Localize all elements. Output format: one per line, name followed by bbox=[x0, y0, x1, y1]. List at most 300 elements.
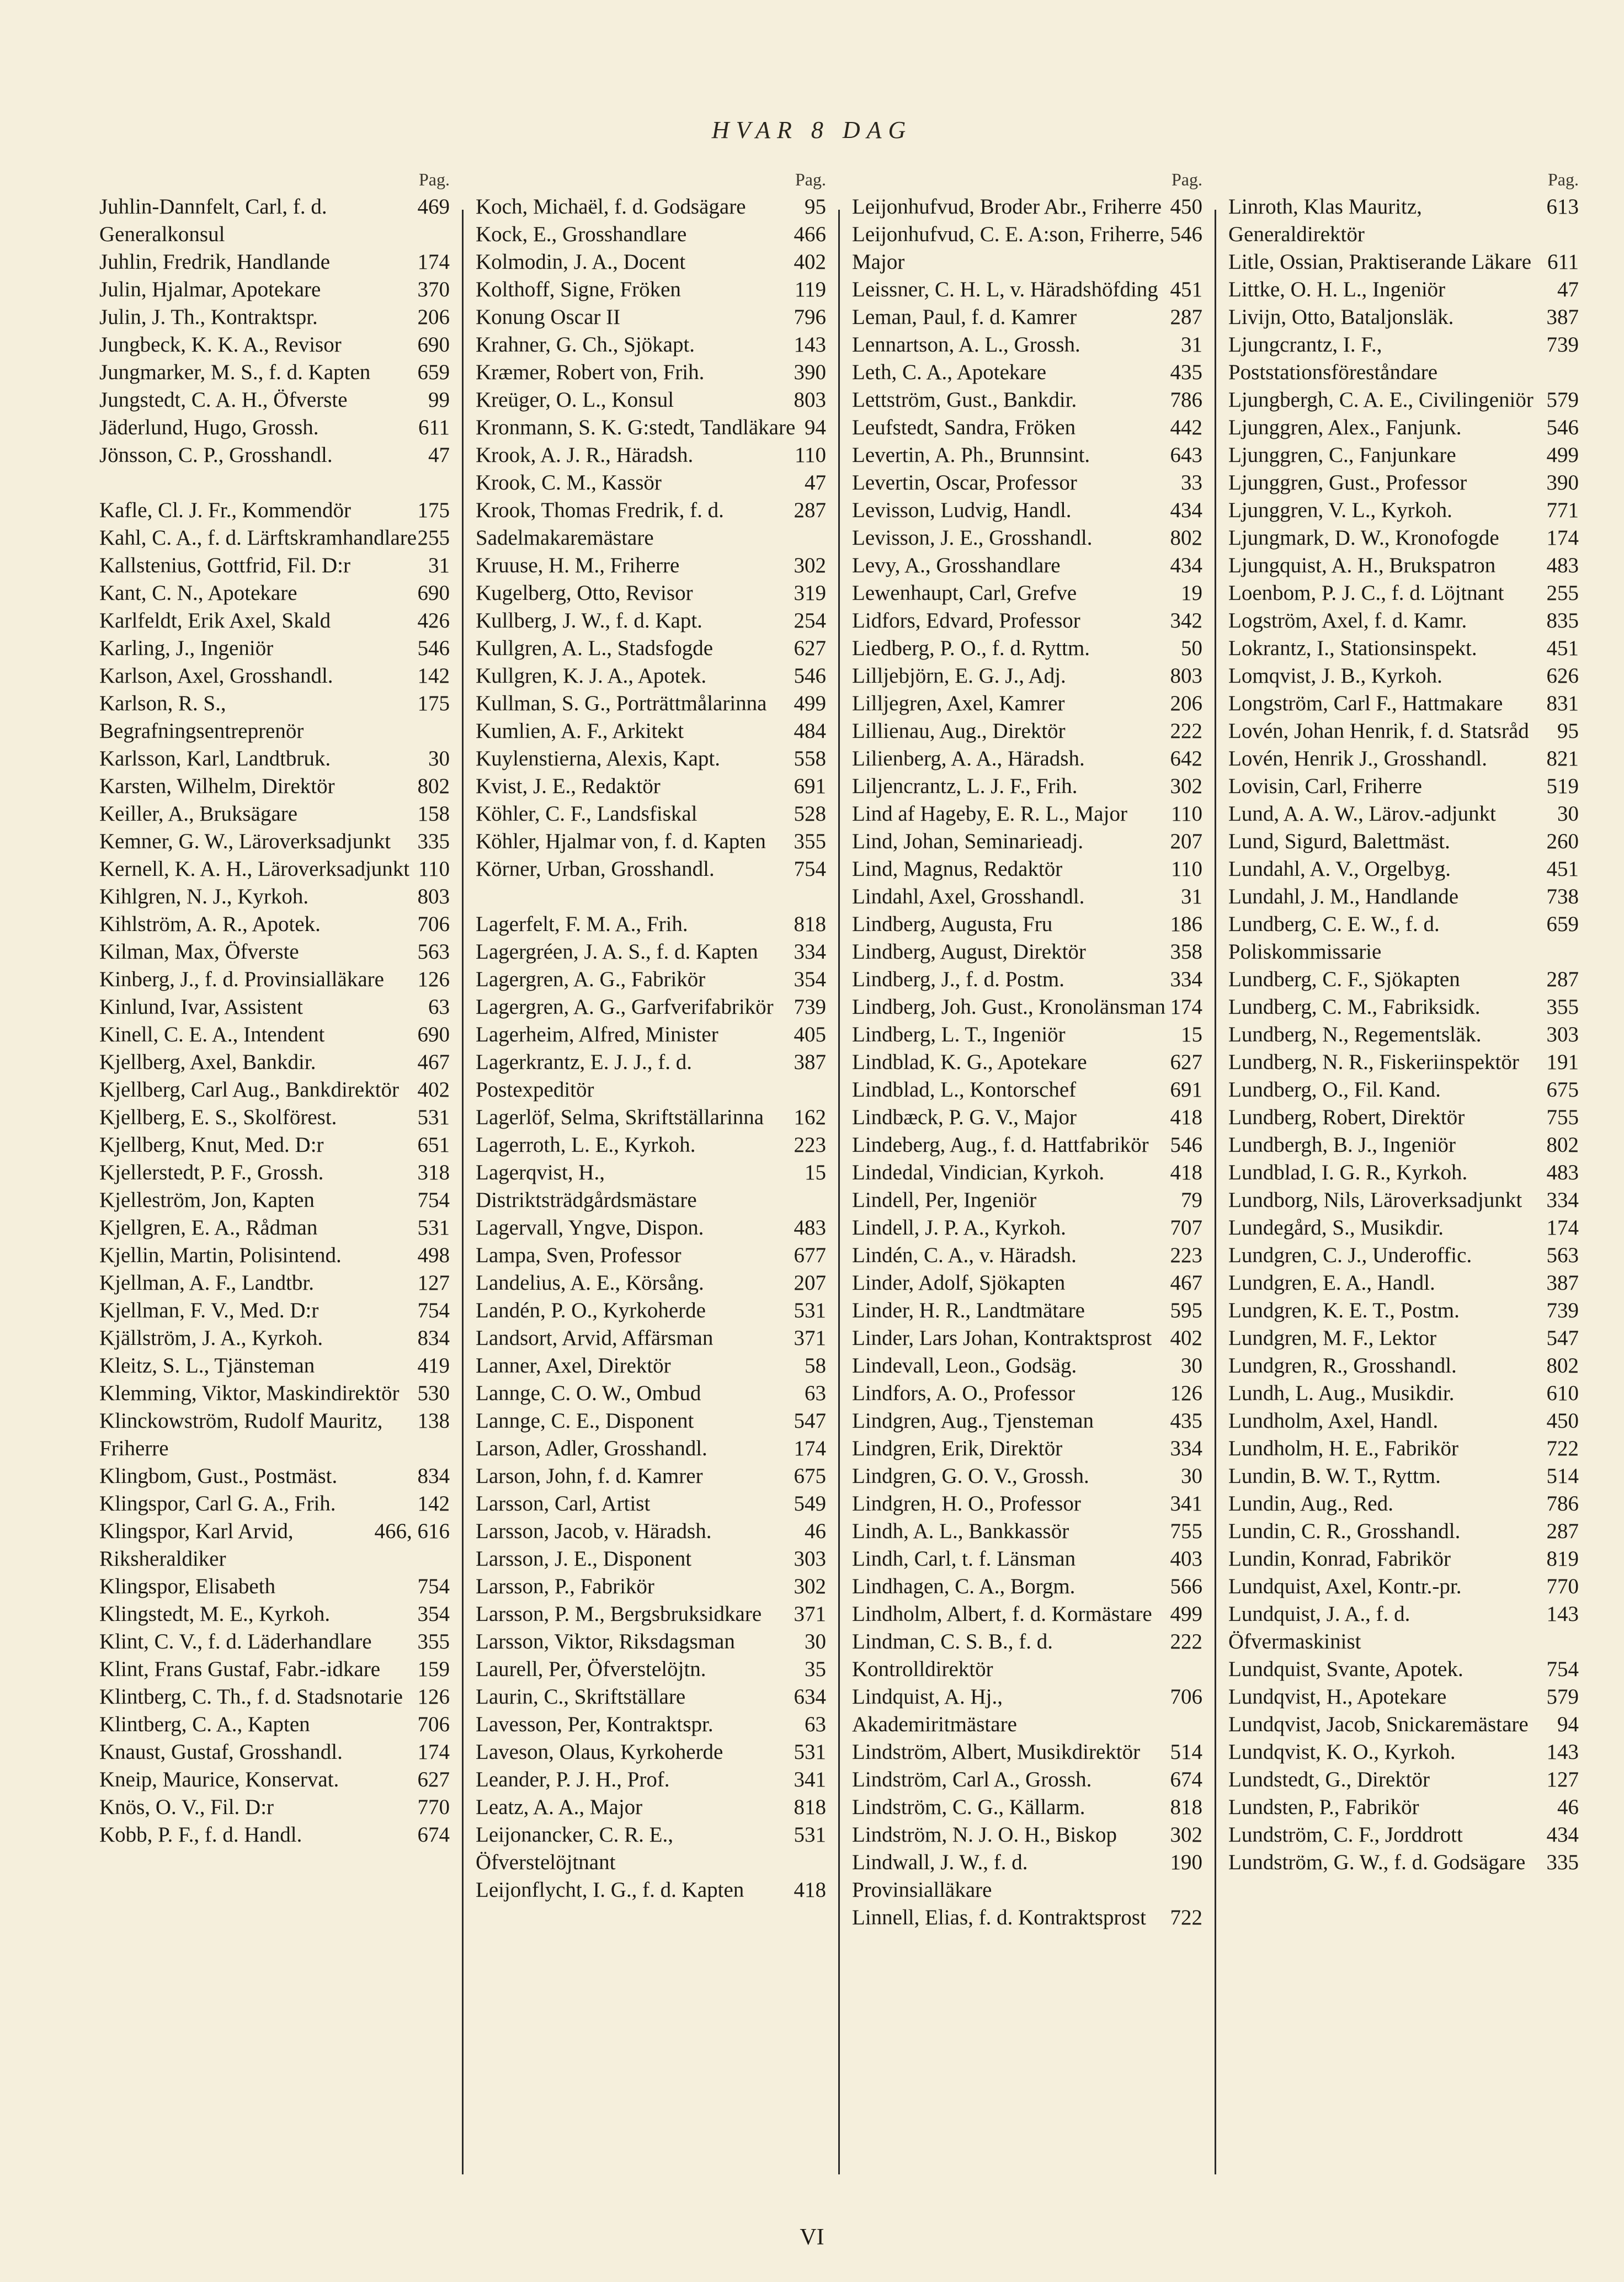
entry-page-ref: 355 bbox=[794, 829, 826, 853]
index-entry bbox=[476, 1711, 826, 1738]
index-entry bbox=[852, 690, 1202, 717]
index-entry bbox=[852, 773, 1202, 800]
entry-name: Leissner, C. H. L, v. Häradshöfding bbox=[852, 278, 1158, 301]
entry-name: Jungmarker, M. S., f. d. Kapten bbox=[99, 360, 371, 384]
entry-name: Lind af Hageby, E. R. L., Major bbox=[852, 802, 1127, 826]
entry-name: Ljunggren, Gust., Professor bbox=[1228, 471, 1467, 494]
entry-page-ref: 15 bbox=[1181, 1023, 1202, 1046]
entry-name: Ljungquist, A. H., Brukspatron bbox=[1228, 554, 1496, 577]
entry-page-ref: 579 bbox=[1546, 1685, 1579, 1709]
index-entry bbox=[476, 1738, 826, 1766]
index-entry bbox=[1228, 1214, 1579, 1242]
entry-page-ref: 142 bbox=[417, 1492, 450, 1515]
entry-page-ref: 754 bbox=[417, 1299, 450, 1322]
index-entry bbox=[99, 607, 450, 635]
entry-name: Leatz, A. A., Major bbox=[476, 1795, 643, 1819]
entry-page-ref: 831 bbox=[1546, 691, 1579, 715]
index-entry bbox=[99, 1573, 450, 1600]
entry-page-ref: 627 bbox=[417, 1768, 450, 1791]
index-entry bbox=[476, 1683, 826, 1711]
entry-page-ref: 174 bbox=[794, 1437, 826, 1460]
entry-page-ref: 643 bbox=[1170, 443, 1202, 467]
entry-page-ref: 15 bbox=[805, 1161, 826, 1184]
entry-name: Karlsson, Karl, Landtbruk. bbox=[99, 747, 331, 770]
entry-page-ref: 435 bbox=[1170, 360, 1202, 384]
entry-name: Ljunggren, C., Fanjunkare bbox=[1228, 443, 1456, 467]
entry-page-ref: 706 bbox=[417, 1712, 450, 1736]
entry-name: Lindblad, L., Kontorschef bbox=[852, 1078, 1077, 1102]
index-entry bbox=[476, 1214, 826, 1242]
entry-page-ref: 796 bbox=[794, 305, 826, 329]
entry-page-ref: 834 bbox=[417, 1464, 450, 1488]
entry-name: Lindberg, Augusta, Fru bbox=[852, 912, 1053, 936]
index-entry bbox=[99, 1766, 450, 1794]
entry-name: Lettström, Gust., Bankdir. bbox=[852, 388, 1077, 412]
entry-page-ref: 206 bbox=[1170, 691, 1202, 715]
entry-name: Kronmann, S. K. G:stedt, Tandläkare bbox=[476, 416, 796, 439]
index-entry bbox=[476, 579, 826, 607]
index-entry bbox=[852, 1628, 1202, 1683]
entry-name: Lundberg, O., Fil. Kand. bbox=[1228, 1078, 1441, 1102]
entry-name: Ljungbergh, C. A. E., Civilingeniör bbox=[1228, 388, 1534, 412]
index-entry bbox=[1228, 276, 1579, 304]
entry-page-ref: 342 bbox=[1170, 609, 1202, 632]
index-entry bbox=[852, 359, 1202, 386]
entry-page-ref: 434 bbox=[1170, 554, 1202, 577]
entry-page-ref: 370 bbox=[417, 278, 450, 301]
index-entry bbox=[476, 1490, 826, 1518]
entry-name: Larsson, Jacob, v. Häradsh. bbox=[476, 1519, 712, 1543]
entry-page-ref: 484 bbox=[794, 719, 826, 743]
index-entry bbox=[99, 414, 450, 441]
entry-page-ref: 355 bbox=[417, 1630, 450, 1653]
entry-page-ref: 514 bbox=[1546, 1464, 1579, 1488]
index-entry bbox=[1228, 1104, 1579, 1131]
entry-page-ref: 30 bbox=[1557, 802, 1579, 826]
entry-page-ref: 354 bbox=[417, 1602, 450, 1626]
entry-name: Lindh, A. L., Bankkassör bbox=[852, 1519, 1069, 1543]
index-entry bbox=[1228, 193, 1579, 248]
entry-name: Litle, Ossian, Praktiserande Läkare bbox=[1228, 250, 1532, 274]
entry-page-ref: 467 bbox=[417, 1050, 450, 1074]
entry-page-ref: 546 bbox=[1546, 416, 1579, 439]
entry-page-ref: 499 bbox=[794, 691, 826, 715]
entry-name: Lindblad, K. G., Apotekare bbox=[852, 1050, 1087, 1074]
index-entry bbox=[852, 800, 1202, 828]
entry-page-ref: 30 bbox=[1181, 1354, 1202, 1377]
entry-page-ref: 334 bbox=[794, 940, 826, 964]
entry-page-ref: 302 bbox=[794, 554, 826, 577]
page-number: VI bbox=[800, 2225, 824, 2250]
entry-name: Lovén, Henrik J., Grosshandl. bbox=[1228, 747, 1488, 770]
entry-page-ref: 174 bbox=[1546, 1216, 1579, 1240]
index-entry bbox=[1228, 690, 1579, 717]
entry-page-ref: 390 bbox=[794, 360, 826, 384]
index-entry bbox=[1228, 800, 1579, 828]
index-entry bbox=[1228, 1076, 1579, 1104]
index-entry bbox=[99, 1490, 450, 1518]
entry-name: Lidfors, Edvard, Professor bbox=[852, 609, 1080, 632]
entry-page-ref: 334 bbox=[1170, 967, 1202, 991]
entry-name: Knös, O. V., Fil. D:r bbox=[99, 1795, 274, 1819]
entry-name: Lillienau, Aug., Direktör bbox=[852, 719, 1066, 743]
index-entry bbox=[476, 1876, 826, 1904]
entry-page-ref: 675 bbox=[794, 1464, 826, 1488]
entry-page-ref: 47 bbox=[805, 471, 826, 494]
index-entry bbox=[99, 1187, 450, 1214]
entry-name: Logström, Axel, f. d. Kamr. bbox=[1228, 609, 1467, 632]
entry-page-ref: 563 bbox=[1546, 1243, 1579, 1267]
entry-name: Kant, C. N., Apotekare bbox=[99, 581, 297, 605]
index-entry bbox=[476, 497, 826, 552]
entry-page-ref: 47 bbox=[1557, 278, 1579, 301]
index-entry bbox=[852, 1573, 1202, 1600]
index-entry bbox=[99, 1711, 450, 1738]
entry-page-ref: 547 bbox=[1546, 1326, 1579, 1350]
entry-page-ref: 19 bbox=[1181, 581, 1202, 605]
entry-name: Klint, C. V., f. d. Läderhandlare bbox=[99, 1630, 372, 1653]
entry-name: Klingspor, Elisabeth bbox=[99, 1574, 276, 1598]
entry-name: Lindberg, L. T., Ingeniör bbox=[852, 1023, 1066, 1046]
entry-name: Lindgren, Aug., Tjensteman bbox=[852, 1409, 1094, 1433]
index-entry bbox=[476, 911, 826, 938]
entry-name: Kinlund, Ivar, Assistent bbox=[99, 995, 303, 1019]
entry-name: Kobb, P. F., f. d. Handl. bbox=[99, 1823, 302, 1847]
index-entry bbox=[99, 276, 450, 304]
entry-page-ref: 499 bbox=[1546, 443, 1579, 467]
entry-page-ref: 613 bbox=[1546, 195, 1579, 219]
index-entry bbox=[1228, 855, 1579, 883]
entry-name: Kumlien, A. F., Arkitekt bbox=[476, 719, 684, 743]
entry-page-ref: 834 bbox=[417, 1326, 450, 1350]
index-entry bbox=[852, 1407, 1202, 1435]
entry-name: Lampa, Sven, Professor bbox=[476, 1243, 681, 1267]
entry-name: Lundborg, Nils, Läroverksadjunkt bbox=[1228, 1188, 1522, 1212]
entry-page-ref: 95 bbox=[805, 195, 826, 219]
entry-name: Karling, J., Ingeniör bbox=[99, 636, 274, 660]
index-entry bbox=[476, 717, 826, 745]
entry-page-ref: 483 bbox=[1546, 1161, 1579, 1184]
index-entry bbox=[852, 1049, 1202, 1076]
entry-name: Linder, H. R., Landtmätare bbox=[852, 1299, 1085, 1322]
index-column-1 bbox=[99, 166, 450, 2196]
entry-name: Landsort, Arvid, Affärsman bbox=[476, 1326, 714, 1350]
entry-page-ref: 58 bbox=[805, 1354, 826, 1377]
index-entry bbox=[852, 662, 1202, 690]
entry-page-ref: 334 bbox=[1170, 1437, 1202, 1460]
index-entry bbox=[99, 1159, 450, 1187]
index-entry bbox=[99, 883, 450, 911]
entry-name: Lanner, Axel, Direktör bbox=[476, 1354, 671, 1377]
entry-name: Lindberg, August, Direktör bbox=[852, 940, 1086, 964]
entry-name: Lind, Magnus, Redaktör bbox=[852, 857, 1063, 881]
entry-name: Kuylenstierna, Alexis, Kapt. bbox=[476, 747, 720, 770]
entry-page-ref: 651 bbox=[417, 1133, 450, 1157]
entry-page-ref: 802 bbox=[1546, 1354, 1579, 1377]
index-entry bbox=[476, 938, 826, 966]
entry-name: Laurin, C., Skriftställare bbox=[476, 1685, 686, 1709]
entry-name: Larsson, Carl, Artist bbox=[476, 1492, 651, 1515]
entry-name: Kjellerstedt, P. F., Grossh. bbox=[99, 1161, 324, 1184]
entry-page-ref: 499 bbox=[1170, 1602, 1202, 1626]
index-entry bbox=[852, 1794, 1202, 1821]
entry-name: Lannge, C. O. W., Ombud bbox=[476, 1381, 701, 1405]
entry-page-ref: 31 bbox=[428, 554, 450, 577]
entry-page-ref: 335 bbox=[417, 829, 450, 853]
entry-name: Levisson, Ludvig, Handl. bbox=[852, 498, 1072, 522]
entry-name: Lindevall, Leon., Godsäg. bbox=[852, 1354, 1077, 1377]
index-entry bbox=[852, 1352, 1202, 1380]
entry-name: Lagerheim, Alfred, Minister bbox=[476, 1023, 718, 1046]
entry-name: Lundqvist, Jacob, Snickaremästare bbox=[1228, 1712, 1529, 1736]
entry-page-ref: 531 bbox=[794, 1823, 826, 1847]
index-entry bbox=[852, 1076, 1202, 1104]
entry-name: Lundberg, C. M., Fabriksidk. bbox=[1228, 995, 1481, 1019]
entry-name: Lindh, Carl, t. f. Länsman bbox=[852, 1547, 1076, 1571]
index-entry bbox=[852, 441, 1202, 469]
entry-name: Lilljebjörn, E. G. J., Adj. bbox=[852, 664, 1066, 688]
index-entry bbox=[476, 1324, 826, 1352]
entry-page-ref: 739 bbox=[794, 995, 826, 1019]
entry-page-ref: 483 bbox=[1546, 554, 1579, 577]
index-entry bbox=[99, 745, 450, 773]
entry-page-ref: 387 bbox=[1546, 305, 1579, 329]
entry-name: Liljencrantz, L. J. F., Frih. bbox=[852, 774, 1078, 798]
entry-name: Lagerqvist, H., Distriktsträdgårdsmästare bbox=[476, 1161, 697, 1212]
entry-name: Littke, O. H. L., Ingeniör bbox=[1228, 278, 1446, 301]
index-entry bbox=[1228, 1407, 1579, 1435]
entry-name: Kallstenius, Gottfrid, Fil. D:r bbox=[99, 554, 350, 577]
index-entry bbox=[476, 1407, 826, 1435]
entry-page-ref: 754 bbox=[1546, 1657, 1579, 1681]
index-entry bbox=[1228, 1711, 1579, 1738]
entry-name: Juhlin, Fredrik, Handlande bbox=[99, 250, 331, 274]
index-entry bbox=[476, 1131, 826, 1159]
entry-name: Lundberg, N. R., Fiskeriinspektör bbox=[1228, 1050, 1519, 1074]
entry-page-ref: 418 bbox=[1170, 1161, 1202, 1184]
entry-name: Linroth, Klas Mauritz, Generaldirektör bbox=[1228, 195, 1422, 246]
entry-name: Leijonflycht, I. G., f. d. Kapten bbox=[476, 1878, 744, 1902]
pag-heading: Pag. bbox=[795, 169, 826, 189]
entry-name: Lundgren, C. J., Underoffic. bbox=[1228, 1243, 1472, 1267]
index-entry bbox=[852, 607, 1202, 635]
entry-page-ref: 821 bbox=[1546, 747, 1579, 770]
entry-page-ref: 770 bbox=[417, 1795, 450, 1819]
entry-page-ref: 722 bbox=[1546, 1437, 1579, 1460]
entry-page-ref: 30 bbox=[805, 1630, 826, 1653]
index-entry bbox=[852, 193, 1202, 221]
entry-page-ref: 418 bbox=[794, 1878, 826, 1902]
entry-name: Lind, Johan, Seminarieadj. bbox=[852, 829, 1084, 853]
entry-name: Lagergréen, J. A. S., f. d. Kapten bbox=[476, 940, 758, 964]
entry-name: Landelius, A. E., Körsång. bbox=[476, 1271, 704, 1295]
index-entry bbox=[99, 938, 450, 966]
entry-page-ref: 175 bbox=[417, 498, 450, 522]
entry-name: Kihlström, A. R., Apotek. bbox=[99, 912, 321, 936]
entry-name: Kjelleström, Jon, Kapten bbox=[99, 1188, 315, 1212]
index-entry bbox=[99, 1462, 450, 1490]
index-entry bbox=[476, 1269, 826, 1297]
entry-page-ref: 531 bbox=[417, 1216, 450, 1240]
entry-page-ref: 754 bbox=[417, 1574, 450, 1598]
index-entry bbox=[1228, 497, 1579, 524]
entry-page-ref: 207 bbox=[1170, 829, 1202, 853]
index-entry bbox=[476, 1821, 826, 1876]
entry-name: Karlson, Axel, Grosshandl. bbox=[99, 664, 333, 688]
index-entry bbox=[1228, 717, 1579, 745]
index-entry bbox=[99, 1821, 450, 1849]
entry-name: Linnell, Elias, f. d. Kontraktsprost bbox=[852, 1906, 1146, 1929]
entry-name: Kjellberg, Knut, Med. D:r bbox=[99, 1133, 324, 1157]
index-entry bbox=[852, 1683, 1202, 1738]
entry-page-ref: 303 bbox=[1546, 1023, 1579, 1046]
index-entry bbox=[476, 1628, 826, 1656]
entry-name: Linder, Adolf, Sjökapten bbox=[852, 1271, 1066, 1295]
index-entry bbox=[852, 331, 1202, 359]
entry-name: Kemner, G. W., Läroverksadjunkt bbox=[99, 829, 391, 853]
entry-page-ref: 546 bbox=[417, 636, 450, 660]
entry-page-ref: 531 bbox=[794, 1740, 826, 1764]
entry-name: Larson, John, f. d. Kamrer bbox=[476, 1464, 703, 1488]
entry-name: Lindbæck, P. G. V., Major bbox=[852, 1105, 1077, 1129]
entry-page-ref: 254 bbox=[794, 609, 826, 632]
index-entry bbox=[1228, 386, 1579, 414]
index-entry bbox=[1228, 662, 1579, 690]
index-entry bbox=[1228, 1187, 1579, 1214]
index-entry bbox=[1228, 1269, 1579, 1297]
entry-page-ref: 126 bbox=[1170, 1381, 1202, 1405]
index-entry bbox=[476, 1159, 826, 1214]
entry-page-ref: 142 bbox=[417, 664, 450, 688]
entry-page-ref: 442 bbox=[1170, 416, 1202, 439]
entry-page-ref: 46 bbox=[1557, 1795, 1579, 1819]
entry-name: Kleitz, S. L., Tjänsteman bbox=[99, 1354, 315, 1377]
index-entry bbox=[852, 938, 1202, 966]
index-entry bbox=[1228, 579, 1579, 607]
entry-name: Longström, Carl F., Hattmakare bbox=[1228, 691, 1503, 715]
entry-page-ref: 63 bbox=[428, 995, 450, 1019]
entry-name: Lagerkrantz, E. J. J., f. d. Postexpeditör bbox=[476, 1050, 693, 1102]
index-entry bbox=[852, 276, 1202, 304]
entry-name: Lagergren, A. G., Garfverifabrikör bbox=[476, 995, 774, 1019]
entry-name: Klintberg, C. A., Kapten bbox=[99, 1712, 310, 1736]
entry-page-ref: 255 bbox=[1546, 581, 1579, 605]
entry-page-ref: 530 bbox=[417, 1381, 450, 1405]
entry-page-ref: 786 bbox=[1170, 388, 1202, 412]
entry-page-ref: 206 bbox=[417, 305, 450, 329]
entry-name: Lundqvist, K. O., Kyrkoh. bbox=[1228, 1740, 1456, 1764]
entry-name: Körner, Urban, Grosshandl. bbox=[476, 857, 715, 881]
index-entry bbox=[1228, 1656, 1579, 1683]
entry-name: Larsson, P. M., Bergsbruksidkare bbox=[476, 1602, 762, 1626]
entry-name: Lindquist, A. Hj., Akademiritmästare bbox=[852, 1685, 1017, 1736]
entry-page-ref: 119 bbox=[794, 278, 826, 301]
index-entry bbox=[852, 1269, 1202, 1297]
index-entry bbox=[99, 773, 450, 800]
entry-name: Kræmer, Robert von, Frih. bbox=[476, 360, 705, 384]
entry-name: Lindgren, H. O., Professor bbox=[852, 1492, 1081, 1515]
index-entry bbox=[99, 635, 450, 662]
entry-page-ref: 435 bbox=[1170, 1409, 1202, 1433]
index-entry bbox=[852, 1021, 1202, 1049]
entry-page-ref: 222 bbox=[1170, 719, 1202, 743]
entry-page-ref: 335 bbox=[1546, 1850, 1579, 1874]
entry-page-ref: 818 bbox=[794, 1795, 826, 1819]
entry-name: Loenbom, P. J. C., f. d. Löjtnant bbox=[1228, 581, 1504, 605]
entry-page-ref: 450 bbox=[1546, 1409, 1579, 1433]
entry-name: Karsten, Wilhelm, Direktör bbox=[99, 774, 335, 798]
entry-page-ref: 771 bbox=[1546, 498, 1579, 522]
entry-page-ref: 754 bbox=[794, 857, 826, 881]
entry-name: Larsson, J. E., Disponent bbox=[476, 1547, 692, 1571]
entry-page-ref: 30 bbox=[428, 747, 450, 770]
index-entry bbox=[852, 1187, 1202, 1214]
index-entry bbox=[99, 993, 450, 1021]
entry-page-ref: 706 bbox=[1170, 1685, 1202, 1709]
index-entry bbox=[1228, 1159, 1579, 1187]
index-entry bbox=[1228, 745, 1579, 773]
entry-name: Kjellman, A. F., Landtbr. bbox=[99, 1271, 315, 1295]
entry-name: Julin, Hjalmar, Apotekare bbox=[99, 278, 321, 301]
entry-page-ref: 690 bbox=[417, 1023, 450, 1046]
entry-page-ref: 418 bbox=[1170, 1105, 1202, 1129]
entry-name: Karlson, R. S., Begrafningsentreprenör bbox=[99, 691, 304, 743]
index-entry bbox=[476, 1518, 826, 1545]
index-entry bbox=[1228, 773, 1579, 800]
index-entry bbox=[476, 800, 826, 828]
index-column-3 bbox=[852, 166, 1202, 2196]
entry-name: Köhler, C. F., Landsfiskal bbox=[476, 802, 697, 826]
entry-page-ref: 691 bbox=[1170, 1078, 1202, 1102]
index-entry bbox=[852, 966, 1202, 993]
index-entry bbox=[852, 1435, 1202, 1462]
index-entry bbox=[1228, 1683, 1579, 1711]
entry-page-ref: 675 bbox=[1546, 1078, 1579, 1102]
entry-name: Lewenhaupt, Carl, Grefve bbox=[852, 581, 1077, 605]
index-entry bbox=[476, 386, 826, 414]
entry-page-ref: 690 bbox=[417, 581, 450, 605]
entry-name: Larsson, Viktor, Riksdagsman bbox=[476, 1630, 735, 1653]
index-entry bbox=[852, 552, 1202, 579]
entry-page-ref: 110 bbox=[794, 443, 826, 467]
entry-name: Kilman, Max, Öfverste bbox=[99, 940, 299, 964]
index-entry bbox=[99, 304, 450, 331]
entry-name: Kafle, Cl. J. Fr., Kommendör bbox=[99, 498, 352, 522]
entry-page-ref: 341 bbox=[794, 1768, 826, 1791]
index-entry bbox=[476, 855, 826, 883]
index-entry bbox=[476, 745, 826, 773]
entry-page-ref: 371 bbox=[794, 1326, 826, 1350]
index-entry bbox=[99, 966, 450, 993]
index-entry bbox=[476, 193, 826, 221]
entry-page-ref: 528 bbox=[794, 802, 826, 826]
entry-name: Lundgren, R., Grosshandl. bbox=[1228, 1354, 1457, 1377]
entry-page-ref: 451 bbox=[1546, 857, 1579, 881]
pag-heading: Pag. bbox=[1548, 169, 1579, 189]
index-entry bbox=[476, 414, 826, 441]
index-entry bbox=[476, 1242, 826, 1269]
index-entry bbox=[476, 1049, 826, 1104]
index-entry bbox=[99, 248, 450, 276]
index-entry bbox=[476, 221, 826, 248]
entry-page-ref: 302 bbox=[1170, 774, 1202, 798]
index-entry bbox=[852, 414, 1202, 441]
index-entry bbox=[99, 1021, 450, 1049]
entry-name: Kjellgren, E. A., Rådman bbox=[99, 1216, 318, 1240]
entry-page-ref: 803 bbox=[417, 885, 450, 908]
entry-page-ref: 30 bbox=[1181, 1464, 1202, 1488]
entry-page-ref: 498 bbox=[417, 1243, 450, 1267]
